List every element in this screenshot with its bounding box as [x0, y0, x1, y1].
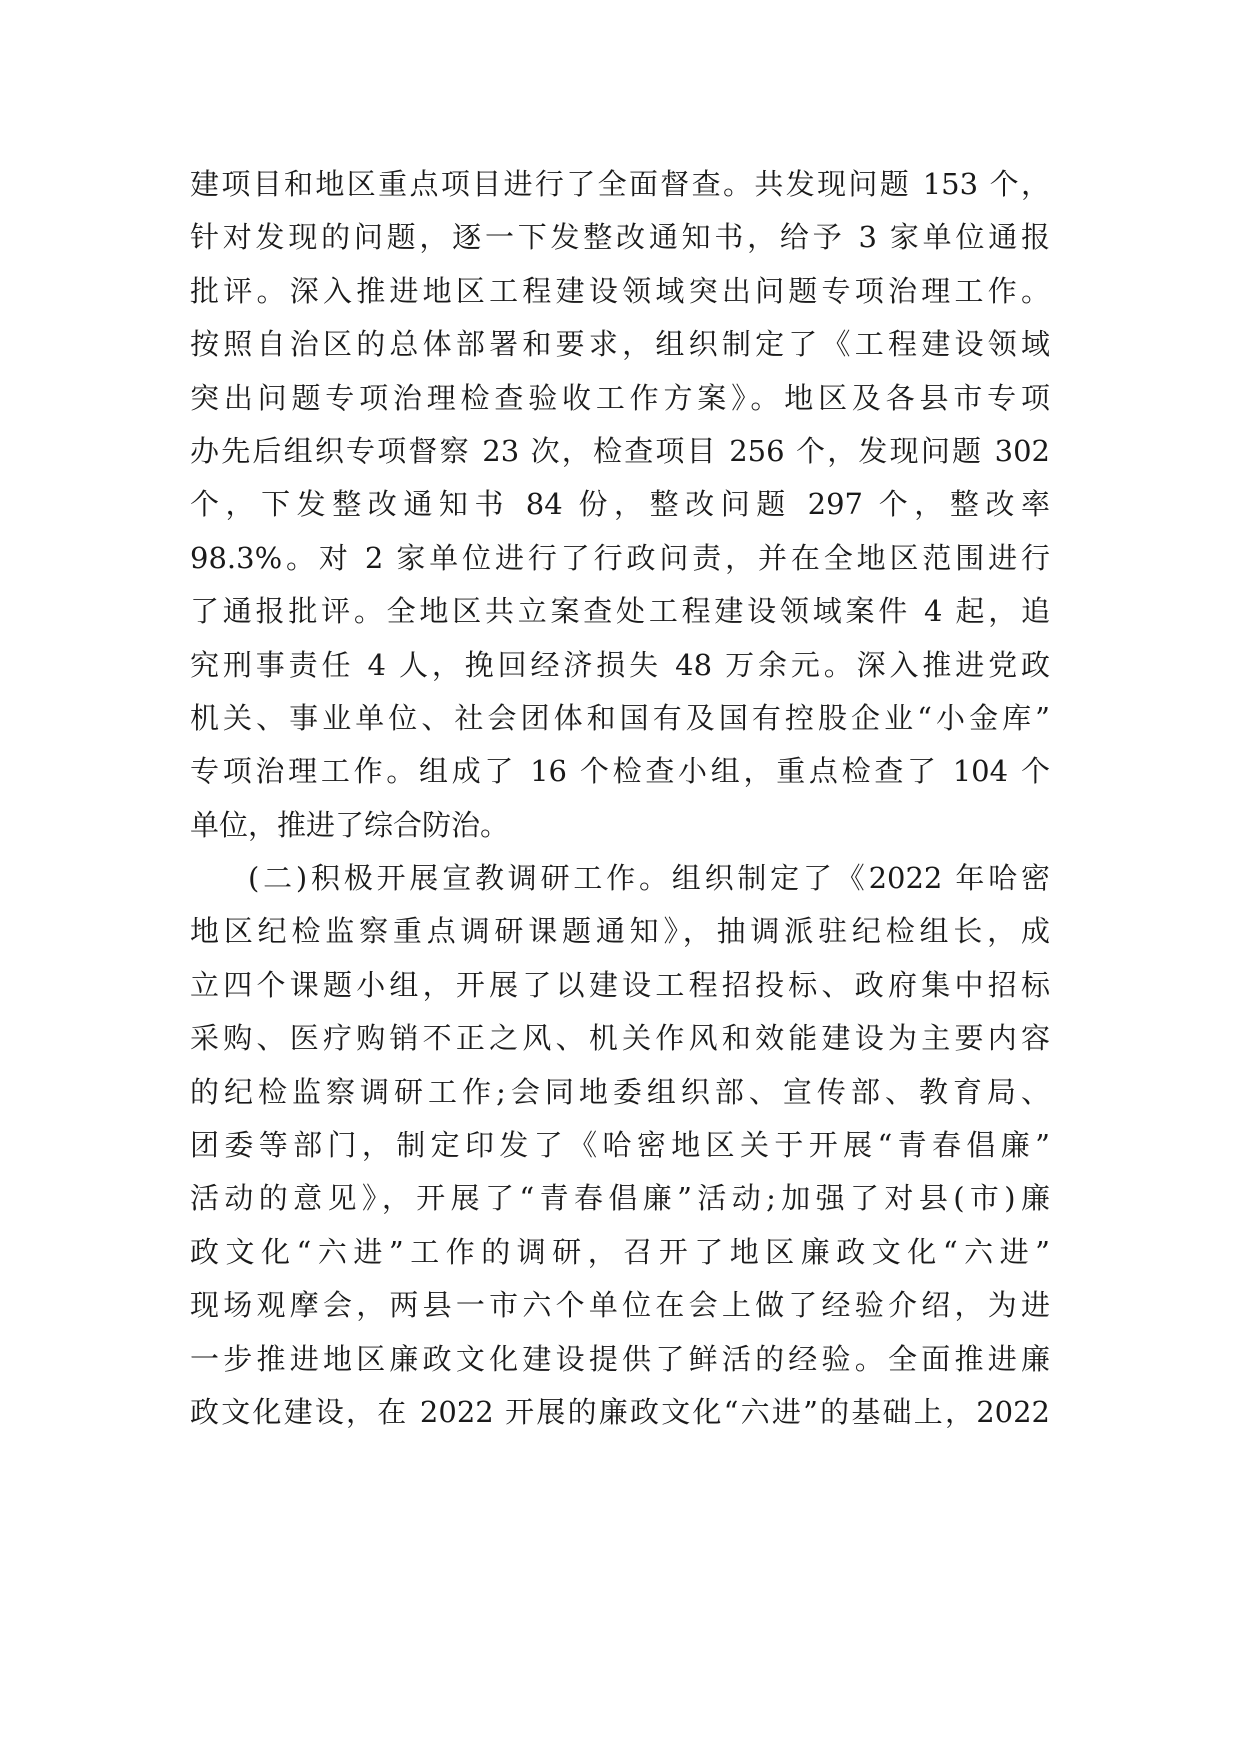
text-line: 现场观摩会，两县一市六个单位在会上做了经验介绍，为进: [190, 1288, 1050, 1323]
text-line: 地区纪检监察重点调研课题通知》，抽调派驻纪检组长，成: [190, 914, 1050, 949]
text-line: 单位，推进了综合防治。: [190, 807, 510, 842]
section-heading-line: (二)积极开展宣教调研工作。组织制定了《2022 年哈密: [248, 861, 1050, 896]
text-line: 政文化“六进”工作的调研，召开了地区廉政文化“六进”: [190, 1234, 1050, 1269]
text-line: 98.3%。对 2 家单位进行了行政问责，并在全地区范围进行: [190, 540, 1050, 575]
text-line: 个，下发整改通知书 84 份，整改问题 297 个，整改率: [190, 487, 1050, 522]
body-text: [190, 158, 1050, 1439]
text-line: 了通报批评。全地区共立案查处工程建设领域案件 4 起，追: [190, 594, 1050, 629]
text-line: 究刑事责任 4 人，挽回经济损失 48 万余元。深入推进党政: [190, 647, 1050, 682]
text-line: 建项目和地区重点项目进行了全面督查。共发现问题 153 个，: [190, 167, 1050, 201]
text-line: 政文化建设，在 2022 开展的廉政文化“六进”的基础上，2022: [190, 1394, 1050, 1429]
text-line: 办先后组织专项督察 23 次，检查项目 256 个，发现问题 302: [190, 433, 1050, 468]
text-line: 采购、医疗购销不正之风、机关作风和效能建设为主要内容: [190, 1021, 1050, 1056]
text-line: 团委等部门，制定印发了《哈密地区关于开展“青春倡廉”: [190, 1128, 1050, 1163]
text-line: 机关、事业单位、社会团体和国有及国有控股企业“小金库”: [190, 700, 1050, 735]
text-line: 专项治理工作。组成了 16 个检查小组，重点检查了 104 个: [190, 754, 1050, 789]
text-line: 活动的意见》，开展了“青春倡廉”活动;加强了对县(市)廉: [190, 1181, 1050, 1216]
text-line: 的纪检监察调研工作;会同地委组织部、宣传部、教育局、: [190, 1074, 1050, 1109]
text-line: 突出问题专项治理检查验收工作方案》。地区及各县市专项: [190, 380, 1050, 415]
text-line: 批评。深入推进地区工程建设领域突出问题专项治理工作。: [190, 273, 1050, 308]
text-line: 针对发现的问题，逐一下发整改通知书，给予 3 家单位通报: [190, 220, 1050, 255]
text-line: 一步推进地区廉政文化建设提供了鲜活的经验。全面推进廉: [190, 1341, 1050, 1376]
text-line: 按照自治区的总体部署和要求，组织制定了《工程建设领域: [190, 327, 1050, 362]
text-line: 立四个课题小组，开展了以建设工程招投标、政府集中招标: [190, 967, 1050, 1002]
